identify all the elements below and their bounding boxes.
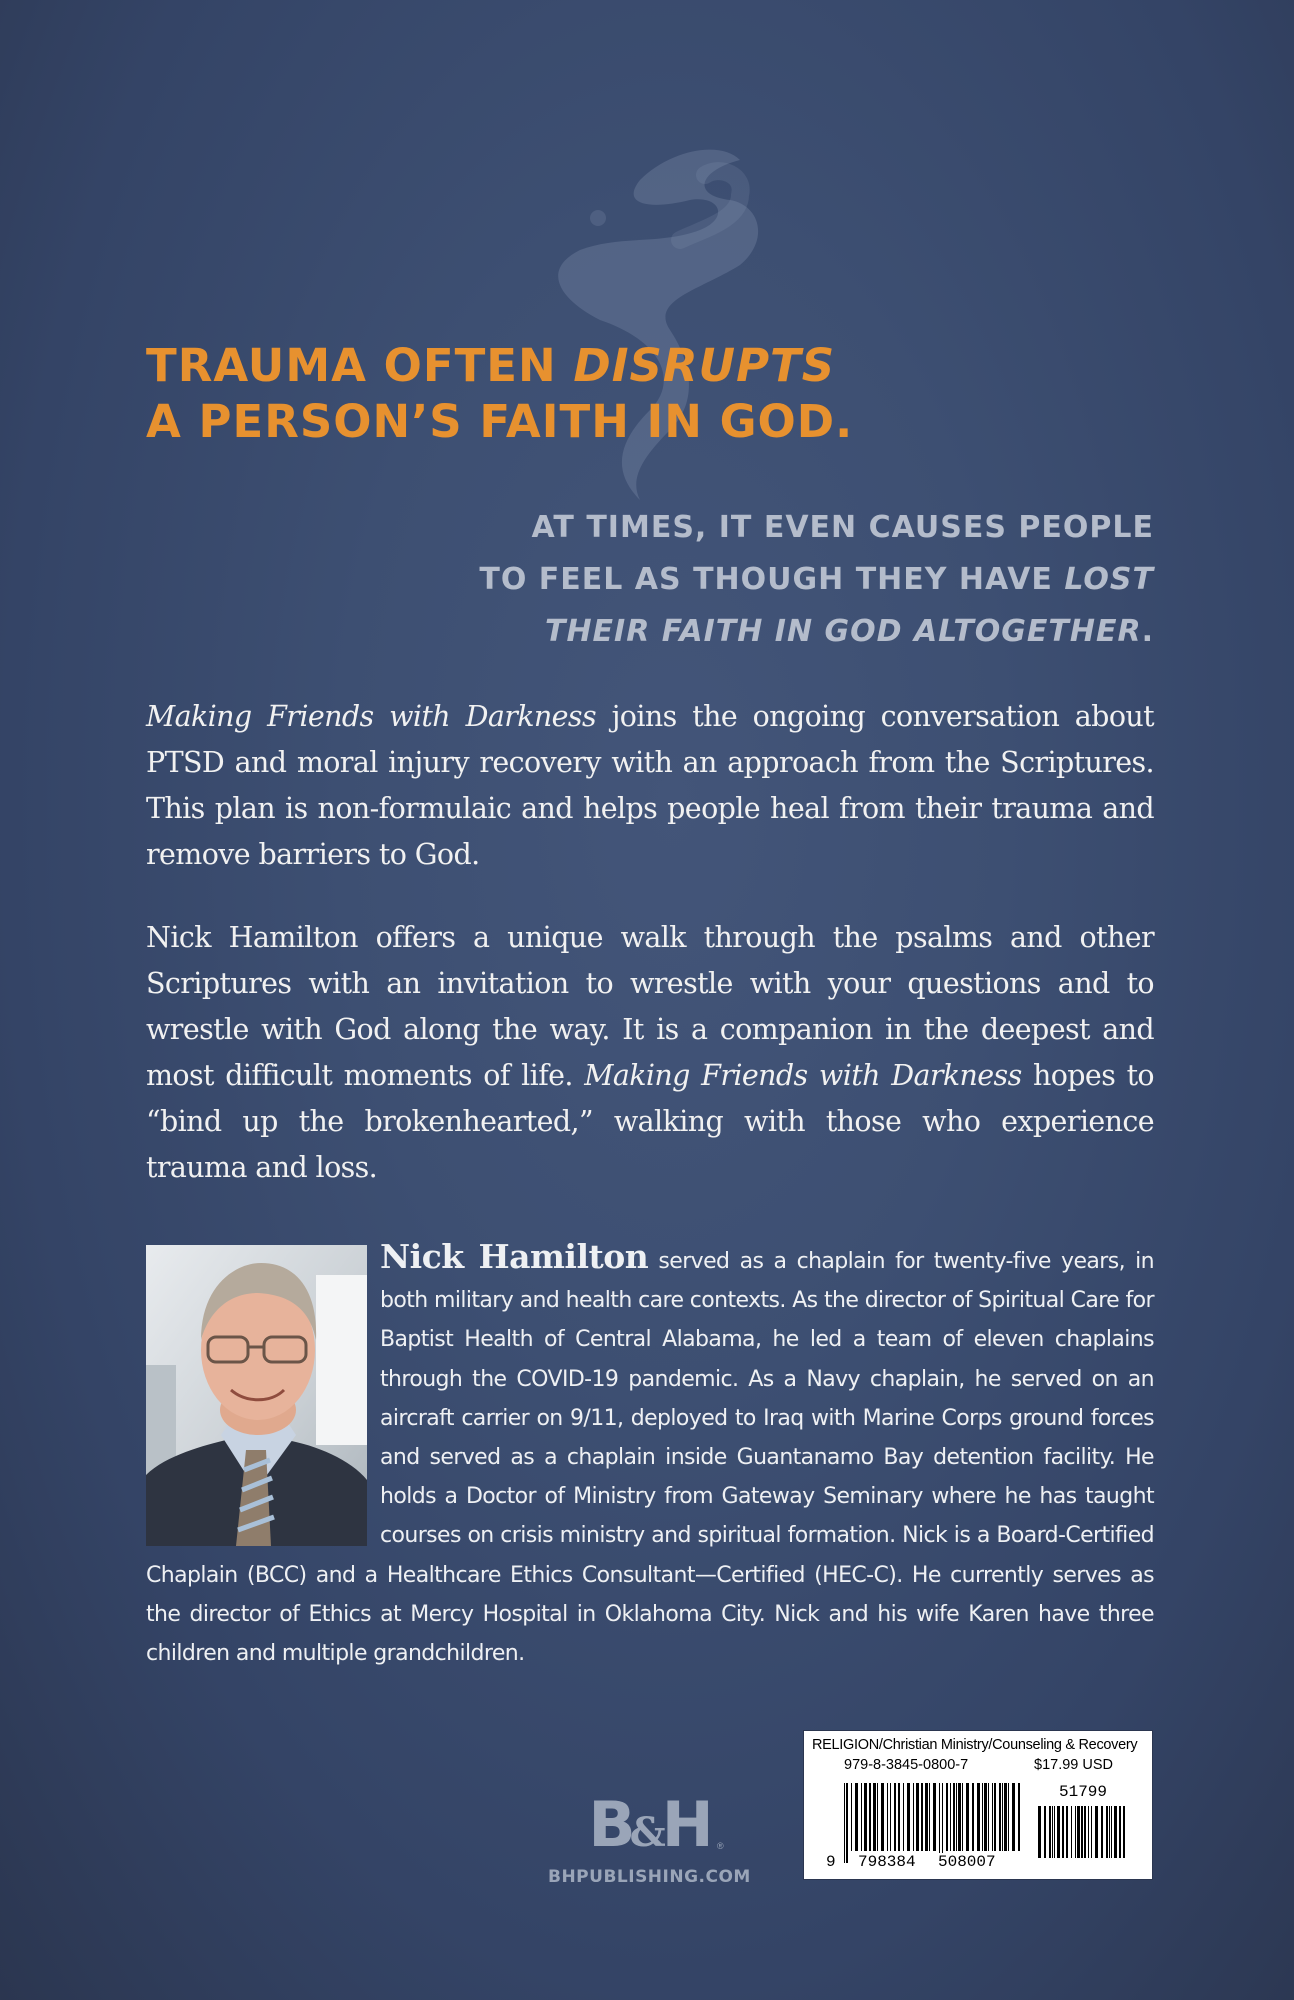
barcode-bar bbox=[950, 1783, 951, 1851]
barcode-bar bbox=[956, 1783, 957, 1851]
barcode-bar bbox=[1101, 1806, 1103, 1858]
barcode-bar bbox=[846, 1783, 848, 1863]
barcode-bar bbox=[1008, 1783, 1009, 1851]
barcode-bar bbox=[903, 1783, 904, 1851]
isbn-barcode bbox=[844, 1783, 1024, 1863]
barcode-bar bbox=[966, 1783, 969, 1851]
price: $17.99 USD bbox=[1034, 1757, 1113, 1773]
barcode-bar bbox=[1044, 1806, 1046, 1858]
barcode-bar bbox=[1084, 1806, 1086, 1858]
barcode-bar bbox=[1119, 1806, 1121, 1858]
barcode-bar bbox=[1062, 1806, 1064, 1858]
barcode-bar bbox=[1049, 1806, 1051, 1858]
barcode-bar bbox=[869, 1783, 871, 1851]
barcode-bar bbox=[916, 1783, 919, 1851]
barcode-bar bbox=[1111, 1806, 1112, 1858]
barcode-bar bbox=[1106, 1806, 1108, 1858]
barcode-bar bbox=[942, 1783, 943, 1863]
barcode-bar bbox=[925, 1783, 928, 1851]
barcode-bar bbox=[988, 1783, 989, 1851]
photo-spacer bbox=[146, 1237, 380, 1549]
barcode-bar bbox=[1091, 1806, 1092, 1858]
barcode-label bbox=[803, 1730, 1153, 1880]
barcode-bar bbox=[877, 1783, 878, 1851]
headline bbox=[146, 338, 853, 450]
barcode-bar bbox=[958, 1783, 961, 1851]
barcode-bar bbox=[1088, 1806, 1089, 1858]
bisac-category: RELIGION/Christian Ministry/Counseling & Recovery bbox=[812, 1737, 1138, 1753]
book-title: Making Friends with Darkness bbox=[146, 700, 596, 733]
barcode-bar bbox=[999, 1783, 1001, 1851]
barcode-bar bbox=[1057, 1806, 1060, 1858]
barcode-bar bbox=[913, 1783, 914, 1851]
barcode-bar bbox=[1114, 1806, 1117, 1858]
barcode-bar bbox=[933, 1783, 936, 1851]
barcode-bar bbox=[861, 1783, 862, 1851]
barcode-bar bbox=[1018, 1783, 1020, 1851]
barcode-bar bbox=[977, 1783, 980, 1851]
barcode-bar bbox=[1123, 1806, 1125, 1858]
barcode-bar bbox=[1066, 1806, 1068, 1858]
barcode-bar bbox=[982, 1783, 983, 1851]
barcode-bar bbox=[946, 1783, 948, 1851]
price-addon-digits: 51799 bbox=[1059, 1783, 1108, 1801]
barcode-bar bbox=[887, 1783, 888, 1851]
author-bio: Nick Hamilton served as a chaplain for twenty-five years, in both military and health care contexts. As the director of Spiritual Care for Baptist Health of Central Alabama, he led a team of eleven chaplains through the COVID-19 pandemic. As a Navy chaplain, he served on an aircraft carrier on 9/11, deployed to Iraq with Marine Corps ground forces and served as a chaplain inside Guantanamo Bay detention facility. He holds a Doctor of Ministry from Gateway Seminary where he has taught courses on crisis ministry and spiritual formation. Nick is a Board-Certified Chaplain (BCC) and a Healthcare Ethics Consultant—Certified (HEC-C). He currently serves as the director of Ethics at Mercy Hospital in Oklahoma City. Nick and his wife Karen have three children and multiple grandchildren. bbox=[146, 1237, 1154, 1667]
barcode-bar bbox=[1012, 1783, 1015, 1851]
barcode-bar bbox=[851, 1783, 852, 1851]
barcode-bar bbox=[972, 1783, 974, 1851]
registered-mark: ® bbox=[717, 1841, 724, 1851]
barcode-bar bbox=[994, 1783, 996, 1851]
barcode-bar bbox=[984, 1783, 987, 1851]
publisher-logo bbox=[548, 1788, 751, 1887]
book-title: Making Friends with Darkness bbox=[584, 1059, 1022, 1092]
headline-line1: TRAUMA OFTEN DISRUPTS bbox=[146, 339, 836, 392]
barcode-bar bbox=[929, 1783, 930, 1851]
barcode-bar bbox=[894, 1783, 896, 1851]
barcode-bar bbox=[1052, 1806, 1053, 1858]
barcode-bar bbox=[890, 1783, 891, 1851]
barcode-bar bbox=[962, 1783, 963, 1851]
barcode-digits-group-1: 798384 bbox=[858, 1853, 916, 1871]
barcode-bar bbox=[864, 1783, 867, 1851]
barcode-bar bbox=[1002, 1783, 1003, 1851]
barcode-bar bbox=[921, 1783, 923, 1851]
barcode-bar bbox=[1109, 1806, 1110, 1858]
barcode-bar bbox=[855, 1783, 858, 1851]
bh-logo-mark: B&H bbox=[588, 1788, 708, 1861]
isbn: 979-8-3845-0800-7 bbox=[844, 1757, 969, 1773]
barcode-bar bbox=[1081, 1806, 1083, 1858]
headline-line2: A PERSON’S FAITH IN GOD. bbox=[146, 395, 854, 448]
barcode-bar bbox=[1054, 1806, 1055, 1858]
barcode-bar bbox=[1004, 1783, 1007, 1851]
subheadline bbox=[479, 502, 1154, 658]
barcode-digit-first: 9 bbox=[826, 1853, 836, 1871]
subhead-line2: TO FEEL AS THOUGH THEY HAVE LOST bbox=[479, 562, 1154, 597]
barcode-bar bbox=[881, 1783, 884, 1851]
barcode-bar bbox=[907, 1783, 910, 1851]
barcode-bar bbox=[1095, 1806, 1098, 1858]
subhead-line1: AT TIMES, IT EVEN CAUSES PEOPLE bbox=[531, 510, 1154, 545]
price-addon-barcode bbox=[1038, 1806, 1130, 1870]
barcode-bar bbox=[844, 1783, 845, 1863]
author-name: Nick Hamilton bbox=[380, 1237, 649, 1276]
barcode-bar bbox=[992, 1783, 993, 1851]
subhead-line3: THEIR FAITH IN GOD ALTOGETHER. bbox=[544, 614, 1154, 649]
barcode-bar bbox=[939, 1783, 940, 1863]
barcode-bar bbox=[873, 1783, 876, 1851]
barcode-bar bbox=[1038, 1806, 1041, 1858]
barcode-bar bbox=[1071, 1806, 1072, 1858]
publisher-url: BHPUBLISHING.COM bbox=[548, 1867, 751, 1887]
barcode-bar bbox=[1075, 1806, 1076, 1858]
barcode-digits-group-2: 508007 bbox=[938, 1853, 996, 1871]
description-paragraph-1: Making Friends with Darkness joins the ongoing conversation about PTSD and moral injury recovery with an approach from the Scriptures. This plan is non-formulaic and helps people heal from their trauma and remove barriers to God. bbox=[146, 700, 1154, 871]
description-paragraph-2: Nick Hamilton offers a unique walk through the psalms and other Scriptures with an invitation to wrestle with your questions and to wrestle with God along the way. It is a companion in the deepest and most difficult moments of life. Making Friends with Darkness hopes to “bind up the brokenhearted,” walking with those who experience trauma and loss. bbox=[146, 921, 1154, 1184]
barcode-bar bbox=[1077, 1806, 1080, 1858]
barcode-bar bbox=[953, 1783, 955, 1851]
barcode-bar bbox=[898, 1783, 900, 1851]
